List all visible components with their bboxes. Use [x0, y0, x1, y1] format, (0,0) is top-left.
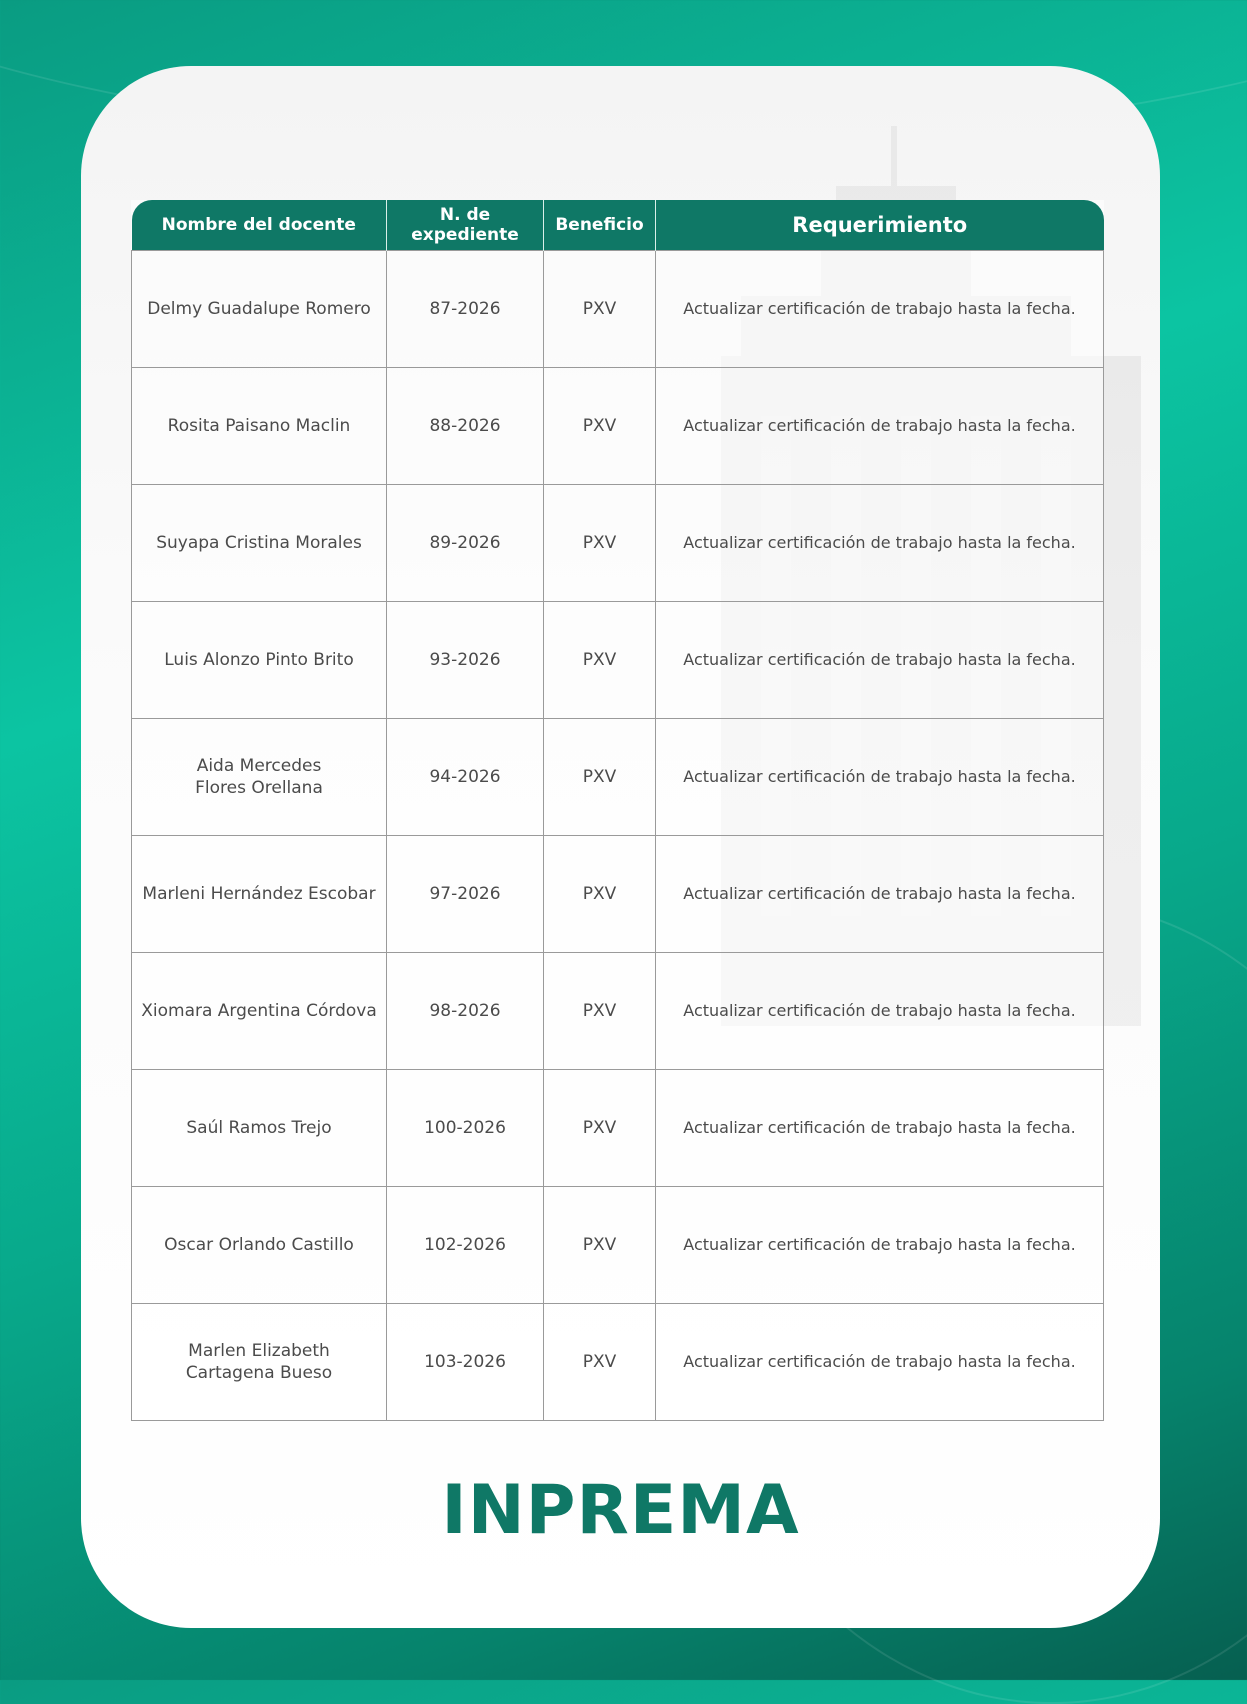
cell-expediente: 89-2026 — [387, 485, 544, 602]
header-nombre: Nombre del docente — [132, 200, 387, 251]
cell-requerimiento: Actualizar certificación de trabajo hasta la fecha. — [656, 485, 1104, 602]
cell-beneficio: PXV — [544, 1187, 656, 1304]
header-requerimiento: Requerimiento — [656, 200, 1104, 251]
table-row — [132, 836, 1104, 953]
header-beneficio: Beneficio — [544, 200, 656, 251]
header-expediente: N. de expediente — [387, 200, 544, 251]
cell-expediente: 102-2026 — [387, 1187, 544, 1304]
cell-name: Marleni Hernández Escobar — [132, 836, 387, 953]
table-row — [132, 602, 1104, 719]
cell-beneficio: PXV — [544, 602, 656, 719]
requirements-table — [131, 200, 1103, 1421]
cell-name: Xiomara Argentina Córdova — [132, 953, 387, 1070]
content-card — [81, 66, 1160, 1628]
cell-expediente: 87-2026 — [387, 251, 544, 368]
table-header-row — [132, 200, 1104, 251]
cell-requerimiento: Actualizar certificación de trabajo hasta la fecha. — [656, 1187, 1104, 1304]
cell-requerimiento: Actualizar certificación de trabajo hasta la fecha. — [656, 719, 1104, 836]
cell-beneficio: PXV — [544, 1070, 656, 1187]
inprema-logo: INPREMA — [441, 1471, 800, 1550]
cell-requerimiento: Actualizar certificación de trabajo hasta la fecha. — [656, 1070, 1104, 1187]
cell-name: Suyapa Cristina Morales — [132, 485, 387, 602]
cell-requerimiento: Actualizar certificación de trabajo hasta la fecha. — [656, 953, 1104, 1070]
cell-name: Delmy Guadalupe Romero — [132, 251, 387, 368]
cell-requerimiento: Actualizar certificación de trabajo hasta la fecha. — [656, 368, 1104, 485]
cell-expediente: 98-2026 — [387, 953, 544, 1070]
cell-beneficio: PXV — [544, 836, 656, 953]
cell-beneficio: PXV — [544, 719, 656, 836]
cell-requerimiento: Actualizar certificación de trabajo hasta la fecha. — [656, 1304, 1104, 1421]
cell-expediente: 94-2026 — [387, 719, 544, 836]
cell-name: Luis Alonzo Pinto Brito — [132, 602, 387, 719]
table-row — [132, 485, 1104, 602]
table-row — [132, 251, 1104, 368]
table-row — [132, 368, 1104, 485]
table-row — [132, 1187, 1104, 1304]
cell-name: Aida Mercedes Flores Orellana — [132, 719, 387, 836]
cell-expediente: 100-2026 — [387, 1070, 544, 1187]
cell-name: Rosita Paisano Maclin — [132, 368, 387, 485]
cell-beneficio: PXV — [544, 1304, 656, 1421]
cell-name: Marlen Elizabeth Cartagena Bueso — [132, 1304, 387, 1421]
table-row — [132, 719, 1104, 836]
cell-expediente: 97-2026 — [387, 836, 544, 953]
cell-expediente: 103-2026 — [387, 1304, 544, 1421]
cell-requerimiento: Actualizar certificación de trabajo hasta la fecha. — [656, 836, 1104, 953]
table-row — [132, 1304, 1104, 1421]
cell-beneficio: PXV — [544, 368, 656, 485]
cell-expediente: 88-2026 — [387, 368, 544, 485]
cell-beneficio: PXV — [544, 485, 656, 602]
table-row — [132, 953, 1104, 1070]
cell-expediente: 93-2026 — [387, 602, 544, 719]
cell-name: Oscar Orlando Castillo — [132, 1187, 387, 1304]
cell-requerimiento: Actualizar certificación de trabajo hasta la fecha. — [656, 602, 1104, 719]
cell-requerimiento: Actualizar certificación de trabajo hasta la fecha. — [656, 251, 1104, 368]
table-row — [132, 1070, 1104, 1187]
cell-name: Saúl Ramos Trejo — [132, 1070, 387, 1187]
cell-beneficio: PXV — [544, 251, 656, 368]
cell-beneficio: PXV — [544, 953, 656, 1070]
